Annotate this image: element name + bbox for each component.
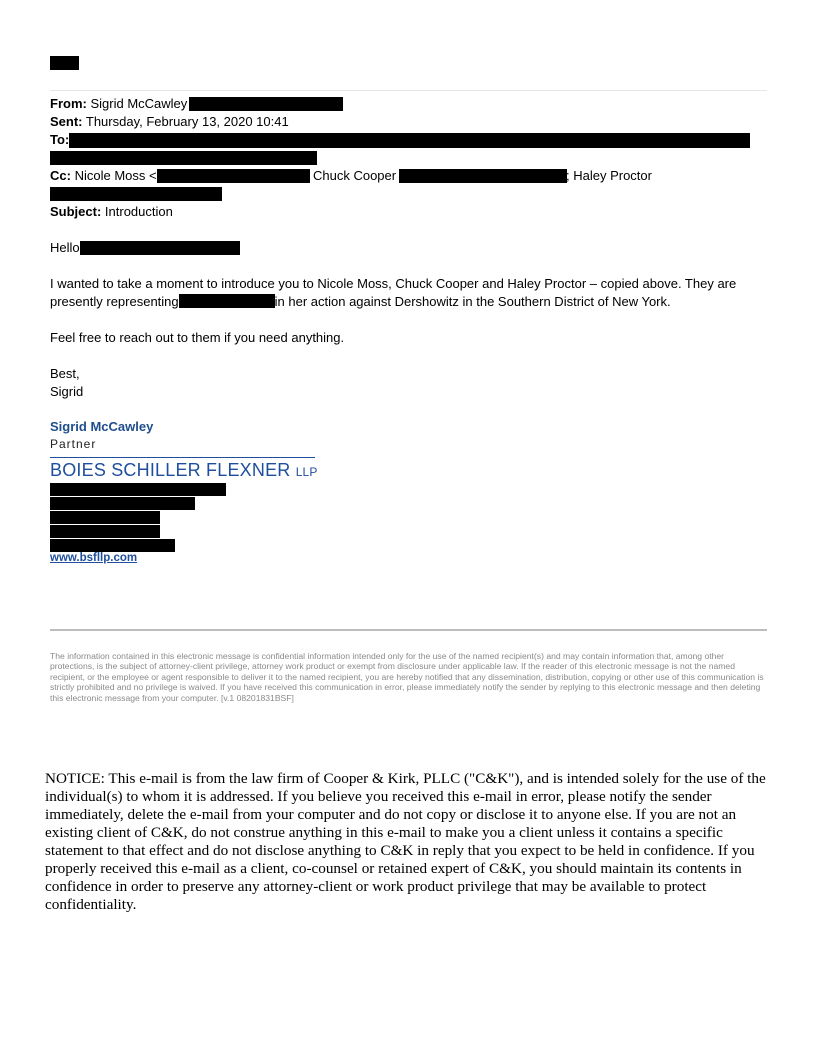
firm-name — [50, 460, 318, 481]
disclaimer-divider — [50, 629, 767, 631]
signature-title: Partner — [50, 437, 97, 451]
cc-label: Cc: — [50, 168, 71, 183]
redaction-address-5 — [50, 539, 175, 552]
redaction-cc-moss — [157, 169, 310, 183]
closing: Best, — [50, 366, 80, 381]
confidentiality-disclaimer: The information contained in this electronic message is confidential information intended only for the use of the named recipient(s) and may contain information that, among other protections, is the subject of attorney-client privilege, attorney work product or exempt from disclosure under applicable law. If the reader of this electronic message is not the named recipient, or the employee or agent responsible to deliver it to the named recipient, you are hereby notified that any dissemination, distribution, copying or other use of this communication is strictly prohibited and no privilege is waived. If you have received this communication in error, please immediately notify the sender by replying to this electronic message and then deleting this electronic message from your computer. [v.1 08201831BSF] — [50, 651, 764, 703]
subject-value: Introduction — [104, 204, 173, 219]
cc-row — [50, 167, 157, 185]
to-label: To: — [50, 132, 70, 147]
header-divider — [50, 90, 767, 91]
sent-label: Sent: — [50, 114, 83, 129]
cc-name-proctor: ; Haley Proctor — [566, 168, 652, 183]
intro-text-part1: I wanted to take a moment to introduce you to Nicole Moss, Chuck Cooper and Haley Proctor – copied above. They are presently representing — [50, 276, 737, 309]
redaction-client-name — [179, 294, 275, 308]
redaction-greeting-name — [80, 241, 240, 255]
redaction-from-email — [189, 97, 343, 111]
cc-name-cooper: Chuck Cooper — [313, 168, 397, 183]
from-label: From: — [50, 96, 87, 111]
firm-suffix: LLP — [295, 465, 318, 479]
from-row — [50, 95, 187, 113]
sent-value: Thursday, February 13, 2020 10:41 — [85, 114, 289, 129]
from-value: Sigrid McCawley — [90, 96, 188, 111]
redaction-address-4 — [50, 525, 160, 538]
redaction-address-2 — [50, 497, 195, 510]
redaction-address-1 — [50, 483, 226, 496]
intro-paragraph — [50, 275, 775, 311]
closing-name: Sigrid — [50, 384, 84, 399]
sent-row — [50, 113, 289, 131]
subject-row — [50, 203, 173, 221]
greeting: Hello — [50, 240, 80, 255]
signature-name: Sigrid McCawley — [50, 419, 154, 434]
redaction-to-line1 — [69, 133, 750, 148]
redaction-cc-cooper — [399, 169, 567, 183]
followup-paragraph: Feel free to reach out to them if you need anything. — [50, 330, 345, 345]
subject-label: Subject: — [50, 204, 102, 219]
signature-divider — [50, 457, 315, 458]
to-row — [50, 131, 69, 149]
redaction-cc-proctor — [50, 187, 222, 201]
cc-name-moss: Nicole Moss < — [74, 168, 157, 183]
intro-text-part2: in her action against Dershowitz in the Southern District of New York. — [274, 294, 671, 309]
redaction-address-3 — [50, 511, 160, 524]
firm-name-text: BOIES SCHILLER FLEXNER — [50, 460, 291, 480]
redaction-to-line2 — [50, 151, 317, 165]
website-link[interactable]: www.bsfllp.com — [50, 552, 138, 564]
ck-notice: NOTICE: This e-mail is from the law firm of Cooper & Kirk, PLLC ("C&K"), and is intended solely for the use of the individual(s) to whom it is addressed. If you believe you received this e-mail in error, please notify the sender immediately, delete the e-mail from your computer and do not copy or disclose it to anyone else. If you are not an existing client of C&K, do not construe anything in this e-mail to make you a client unless it contains a specific statement to that effect and do not disclose anything to C&K in reply that you expect to be held in confidence. If you properly received this e-mail as a client, co-counsel or retained expert of C&K, you should maintain its contents in confidence in order to preserve any attorney-client or work product privilege that may be available to protect confidentiality. — [45, 770, 766, 913]
redaction-top — [50, 56, 79, 70]
